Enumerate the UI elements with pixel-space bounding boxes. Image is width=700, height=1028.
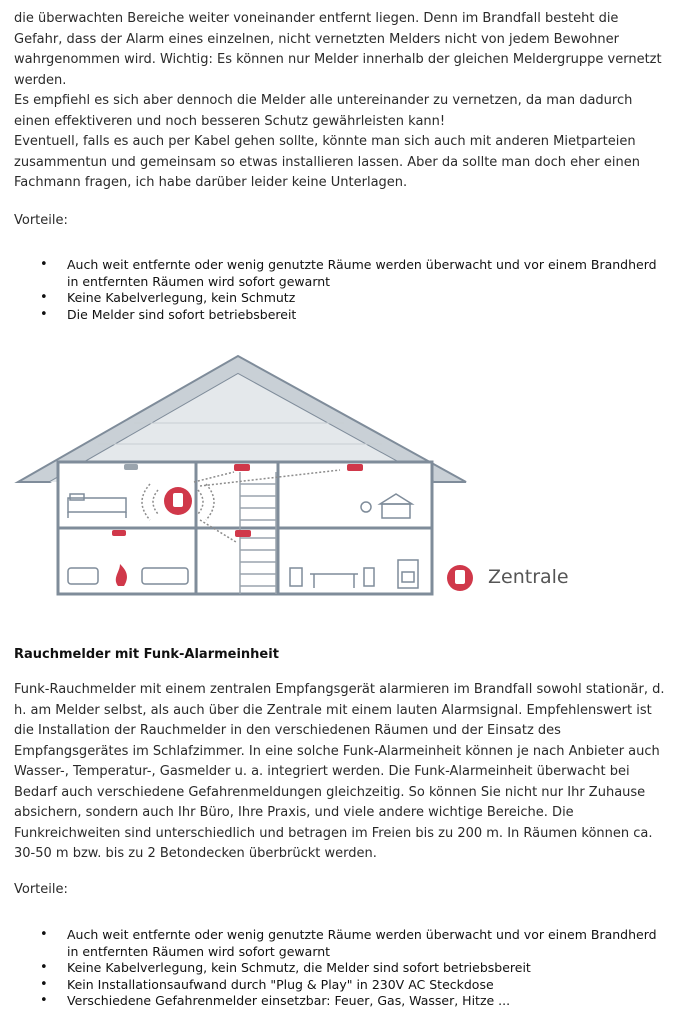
vorteile-label-2: Vorteile: (14, 882, 68, 897)
list-item: • Verschiedene Gefahrenmelder einsetzbar: Feuer, Gas, Wasser, Hitze ... (40, 993, 660, 1010)
smoke-detector-icon (124, 464, 138, 470)
list-item: • Auch weit entfernte oder wenig genutzte Räume werden überwacht und vor einem Brandherd in entfernten Räumen wird sofort gewarnt (40, 257, 660, 290)
central-unit-icon (164, 487, 192, 515)
intro-paragraph (14, 9, 686, 194)
text-line: Gefahr, dass der Alarm eines einzelnen, nicht vernetzten Melders nicht von jedem Bewohner (14, 31, 619, 47)
house-diagram (14, 350, 484, 600)
smoke-detector-icon (112, 530, 126, 536)
smoke-detector-icon (235, 530, 251, 537)
text-line: die Installation der Rauchmelder in den verschiedenen Räumen und der Einsatz des (14, 723, 561, 738)
list-item: • Die Melder sind sofort betriebsbereit (40, 307, 660, 324)
advantages-list-2 (40, 927, 660, 1010)
advantages-list-1 (40, 257, 660, 323)
text-line: Funk-Rauchmelder mit einem zentralen Empfangsgerät alarmieren im Brandfall sowohl stationär, d. (14, 682, 665, 697)
section-heading: Rauchmelder mit Funk-Alarmeinheit (14, 647, 279, 662)
text-line: wahrgenommen wird. Wichtig: Es können nur Melder innerhalb der gleichen Meldergruppe vernetzt (14, 52, 662, 67)
text-line: 30-50 m bzw. bis zu 2 Betondecken überbrückt werden. (14, 846, 377, 861)
text-line: einen effektiveren und noch besseren Schutz gewährleisten kann! (14, 113, 446, 129)
text-line: Funkreichweiten sind unterschiedlich und betragen im Freien bis zu 200 m. In Räumen können ca. (14, 825, 653, 841)
legend-label: Zentrale (488, 566, 569, 588)
text-line: Empfangsgerätes im Schlafzimmer. In eine solche Funk-Alarmeinheit können je nach Anbieter auch (14, 743, 660, 759)
list-item: • Keine Kabelverlegung, kein Schmutz, die Melder sind sofort betriebsbereit (40, 960, 660, 977)
text-line: werden. (14, 72, 67, 88)
central-unit-icon (447, 565, 473, 591)
smoke-detector-icon (347, 464, 363, 471)
text-line: Fachmann fragen, ich habe darüber leider keine Unterlagen. (14, 175, 408, 190)
funk-paragraph (14, 680, 686, 865)
smoke-detector-icon (234, 464, 250, 471)
text-line: absichern, sondern auch Ihr Büro, Ihre Praxis, und viele andere wichtige Bereiche. Die (14, 805, 574, 820)
text-line: zusammentun und gemeinsam so etwas installieren lassen. Aber da sollte man doch eher einen (14, 154, 640, 170)
text-line: Eventuell, falls es auch per Kabel gehen sollte, könnte man sich auch mit anderen Mietparteien (14, 134, 636, 149)
list-item: • Keine Kabelverlegung, kein Schmutz (40, 290, 660, 307)
text-line: Wasser-, Temperatur-, Gasmelder u. a. integriert werden. Die Funk-Alarmeinheit überwacht bei (14, 764, 630, 779)
text-line: Es empfiehl es sich aber dennoch die Melder alle untereinander zu vernetzen, da man dadurch (14, 93, 633, 108)
vorteile-label-1: Vorteile: (14, 213, 68, 228)
list-item: • Kein Installationsaufwand durch "Plug & Play" in 230V AC Steckdose (40, 977, 660, 994)
text-line: Bedarf auch verschiedene Gefahrenmeldungen gleichzeitig. So können Sie nicht nur Ihr Zuhause (14, 784, 646, 800)
text-line: h. am Melder selbst, als auch über die Zentrale mit einem lauten Alarmsignal. Empfehlenswert ist (14, 702, 652, 718)
list-item: • Auch weit entfernte oder wenig genutzte Räume werden überwacht und vor einem Brandherd in entfernten Räumen wird sofort gewarnt (40, 927, 660, 960)
text-line: die überwachten Bereiche weiter voneinander entfernt liegen. Denn im Brandfall besteht die (14, 11, 619, 26)
